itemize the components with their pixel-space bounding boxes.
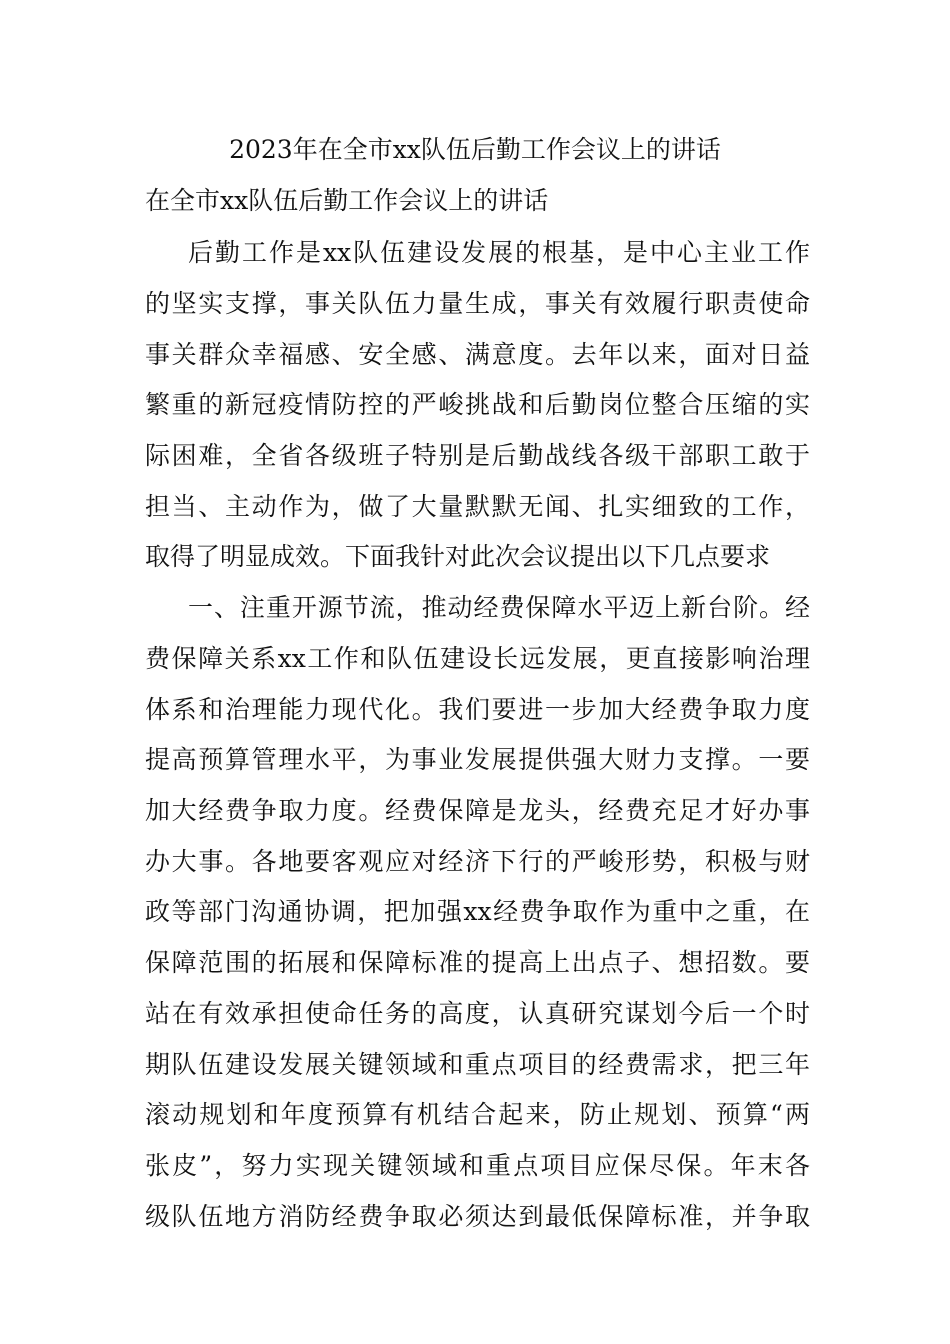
- paragraph-line: 政等部门沟通协调，把加强xx经费争取作为重中之重，在: [145, 897, 810, 926]
- paragraph-line: 张皮”，努力实现关键领域和重点项目应保尽保。年末各: [145, 1151, 810, 1180]
- paragraph-line: 保障范围的拓展和保障标准的提高上出点子、想招数。要: [145, 948, 810, 977]
- paragraph-line: 一、注重开源节流，推动经费保障水平迈上新台阶。经: [188, 593, 810, 622]
- paragraph-line: 级队伍地方消防经费争取必须达到最低保障标准，并争取: [145, 1202, 810, 1231]
- paragraph-line: 加大经费争取力度。经费保障是龙头，经费充足才好办事: [145, 796, 810, 825]
- paragraph-line: 滚动规划和年度预算有机结合起来，防止规划、预算“两: [145, 1100, 810, 1129]
- paragraph-line: 提高预算管理水平，为事业发展提供强大财力支撑。一要: [145, 745, 810, 774]
- paragraph-line: 事关群众幸福感、安全感、满意度。去年以来，面对日益: [145, 340, 810, 369]
- paragraph-line: 的坚实支撑，事关队伍力量生成，事关有效履行职责使命: [145, 289, 810, 318]
- paragraph-line: 期队伍建设发展关键领域和重点项目的经费需求，把三年: [145, 1050, 810, 1079]
- paragraph-line: 站在有效承担使命任务的高度，认真研究谋划今后一个时: [145, 999, 810, 1028]
- paragraph-line: 繁重的新冠疫情防控的严峻挑战和后勤岗位整合压缩的实: [145, 390, 810, 419]
- paragraph-line: 际困难，全省各级班子特别是后勤战线各级干部职工敢于: [145, 441, 810, 470]
- paragraph-line: 办大事。各地要客观应对经济下行的严峻形势，积极与财: [145, 847, 810, 876]
- paragraph-line: 担当、主动作为，做了大量默默无闻、扎实细致的工作，: [145, 492, 810, 521]
- paragraph-line: 体系和治理能力现代化。我们要进一步加大经费争取力度: [145, 695, 810, 724]
- paragraph-line: 后勤工作是xx队伍建设发展的根基，是中心主业工作: [188, 238, 810, 267]
- document-subtitle: 在全市xx队伍后勤工作会议上的讲话: [145, 186, 549, 215]
- paragraph-line: 取得了明显成效。下面我针对此次会议提出以下几点要求: [145, 542, 771, 571]
- document-title: 2023年在全市xx队伍后勤工作会议上的讲话: [229, 135, 721, 164]
- paragraph-line: 费保障关系xx工作和队伍建设长远发展，更直接影响治理: [145, 644, 810, 673]
